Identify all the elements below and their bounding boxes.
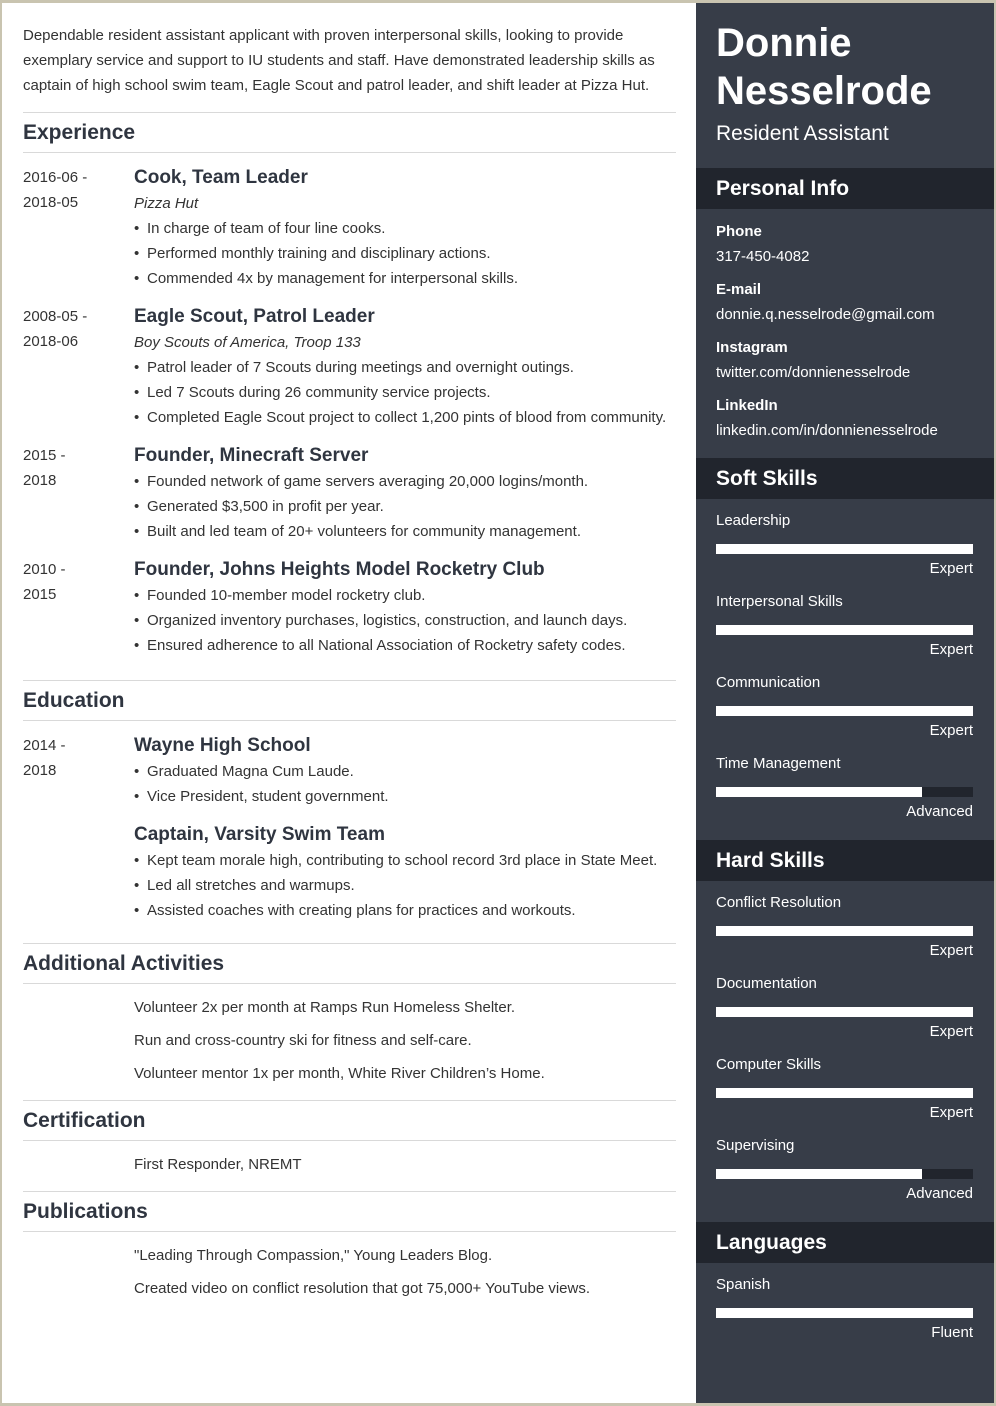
activity-item: Run and cross-country ski for fitness and self-care.: [134, 1032, 472, 1049]
entry-date: 2008-05 - 2018-06: [23, 308, 88, 350]
activities-section: [23, 943, 676, 1097]
resume-page: [2, 3, 994, 1403]
experience-section: [23, 112, 676, 658]
skill-bar-fill: [716, 926, 973, 936]
bullet-item: • Performed monthly training and disciplinary actions.: [134, 241, 676, 266]
entry-date: 2015 - 2018: [23, 447, 66, 489]
school-name: Wayne High School: [134, 735, 311, 756]
bullet-item: • Commended 4x by management for interpersonal skills.: [134, 266, 676, 291]
publication-item: "Leading Through Compassion," Young Leaders Blog.: [134, 1247, 493, 1264]
entry-company: Pizza Hut: [134, 195, 199, 212]
bullet-item: • Generated $3,500 in profit per year.: [134, 494, 676, 519]
bullet-item: • Founded network of game servers averaging 20,000 logins/month.: [134, 469, 676, 494]
activities-heading: Additional Activities: [23, 943, 676, 984]
entry-title: Eagle Scout, Patrol Leader: [134, 306, 375, 327]
language-item: Spanish Fluent: [716, 1276, 973, 1341]
skill-bar: [716, 926, 973, 936]
bullet-item: • Led 7 Scouts during 26 community service projects.: [134, 380, 676, 405]
bullet-item: • Vice President, student government.: [134, 784, 676, 809]
skill-bar-fill: [716, 787, 922, 797]
activity-item: Volunteer 2x per month at Ramps Run Homeless Shelter.: [134, 999, 516, 1016]
skill-item: Time Management Advanced: [716, 755, 973, 820]
languages-list: [716, 1272, 973, 1353]
skill-bar-fill: [716, 1308, 973, 1318]
publication-item: Created video on conflict resolution that got 75,000+ YouTube views.: [134, 1280, 590, 1297]
certification-item: First Responder, NREMT: [134, 1156, 302, 1173]
entry-title: Founder, Johns Heights Model Rocketry Club: [134, 559, 545, 580]
languages-heading: Languages: [696, 1222, 994, 1263]
publications-section: [23, 1191, 676, 1312]
publications-heading: Publications: [23, 1191, 676, 1232]
hard-skills-list: [716, 890, 973, 1214]
skill-bar-fill: [716, 706, 973, 716]
bullet-item: • Led all stretches and warmups.: [134, 873, 676, 898]
soft-skills-list: [716, 508, 973, 832]
info-instagram: Instagram twitter.com/donnienesselrode: [716, 339, 911, 381]
skill-bar-fill: [716, 544, 973, 554]
bullet-item: • Completed Eagle Scout project to collect 1,200 pints of blood from community.: [134, 405, 676, 430]
activity-item: Volunteer mentor 1x per month, White River Children’s Home.: [134, 1065, 545, 1082]
summary: Dependable resident assistant applicant with proven interpersonal skills, looking to provide exemplary service and support to IU students and staff. Have demonstrated leadership skills as captain of high school swim team, Eagle Scout and patrol leader, and shift leader at Pizza Hut.: [23, 27, 655, 94]
bullet-item: • In charge of team of four line cooks.: [134, 216, 676, 241]
skill-bar: [716, 1308, 973, 1318]
skill-bar: [716, 1007, 973, 1017]
bullet-item: • Organized inventory purchases, logistics, construction, and launch days.: [134, 608, 676, 633]
skill-bar: [716, 787, 973, 797]
education-heading: Education: [23, 680, 676, 721]
soft-skills-heading: Soft Skills: [696, 458, 994, 499]
skill-bar: [716, 1169, 973, 1179]
skill-item: Conflict Resolution Expert: [716, 894, 973, 959]
hard-skills-heading: Hard Skills: [696, 840, 994, 881]
skill-item: Documentation Expert: [716, 975, 973, 1040]
skill-item: Leadership Expert: [716, 512, 973, 577]
experience-entry: [23, 557, 676, 658]
skill-item: Communication Expert: [716, 674, 973, 739]
skill-bar-fill: [716, 1088, 973, 1098]
bullet-item: • Patrol leader of 7 Scouts during meetings and overnight outings.: [134, 355, 676, 380]
experience-heading: Experience: [23, 112, 676, 153]
candidate-name: Donnie Nesselrode: [716, 21, 932, 113]
certification-heading: Certification: [23, 1100, 676, 1141]
education-entry: [23, 733, 676, 923]
skill-item: Supervising Advanced: [716, 1137, 973, 1202]
skill-bar-fill: [716, 625, 973, 635]
bullet-item: • Founded 10-member model rocketry club.: [134, 583, 676, 608]
bullet-item: • Graduated Magna Cum Laude.: [134, 759, 676, 784]
entry-company: Boy Scouts of America, Troop 133: [134, 334, 361, 351]
main-column: [2, 3, 696, 1403]
entry-bullets: [134, 469, 676, 544]
skill-bar: [716, 625, 973, 635]
education-section: [23, 680, 676, 923]
info-email: E-mail donnie.q.nesselrode@gmail.com: [716, 281, 935, 323]
certification-section: [23, 1100, 676, 1188]
entry-title: Founder, Minecraft Server: [134, 445, 369, 466]
role-bullets: [134, 848, 676, 923]
education-role: Captain, Varsity Swim Team: [134, 824, 385, 845]
entry-title: Cook, Team Leader: [134, 167, 308, 188]
entry-date: 2010 - 2015: [23, 561, 66, 603]
skill-bar-fill: [716, 1169, 922, 1179]
bullet-item: • Assisted coaches with creating plans for practices and workouts.: [134, 898, 676, 923]
skill-bar: [716, 1088, 973, 1098]
experience-entry: [23, 443, 676, 544]
skill-item: Interpersonal Skills Expert: [716, 593, 973, 658]
entry-date: 2014 - 2018: [23, 737, 66, 779]
info-phone: Phone 317-450-4082: [716, 223, 810, 265]
sidebar: [696, 3, 994, 1403]
entry-bullets: [134, 583, 676, 658]
bullet-item: • Built and led team of 20+ volunteers for community management.: [134, 519, 676, 544]
candidate-role: Resident Assistant: [716, 122, 889, 145]
info-linkedin: LinkedIn linkedin.com/in/donnienesselrode: [716, 397, 938, 439]
school-bullets: [134, 759, 676, 809]
personal-info-heading: Personal Info: [696, 168, 994, 209]
entry-bullets: [134, 216, 676, 291]
entry-date: 2016-06 - 2018-05: [23, 169, 88, 211]
personal-info: [716, 219, 976, 451]
bullet-item: • Ensured adherence to all National Association of Rocketry safety codes.: [134, 633, 676, 658]
skill-bar-fill: [716, 1007, 973, 1017]
bullet-item: • Kept team morale high, contributing to school record 3rd place in State Meet.: [134, 848, 676, 873]
skill-item: Computer Skills Expert: [716, 1056, 973, 1121]
skill-bar: [716, 706, 973, 716]
experience-entry: [23, 165, 676, 291]
skill-bar: [716, 544, 973, 554]
entry-bullets: [134, 355, 676, 430]
experience-entry: [23, 304, 676, 430]
